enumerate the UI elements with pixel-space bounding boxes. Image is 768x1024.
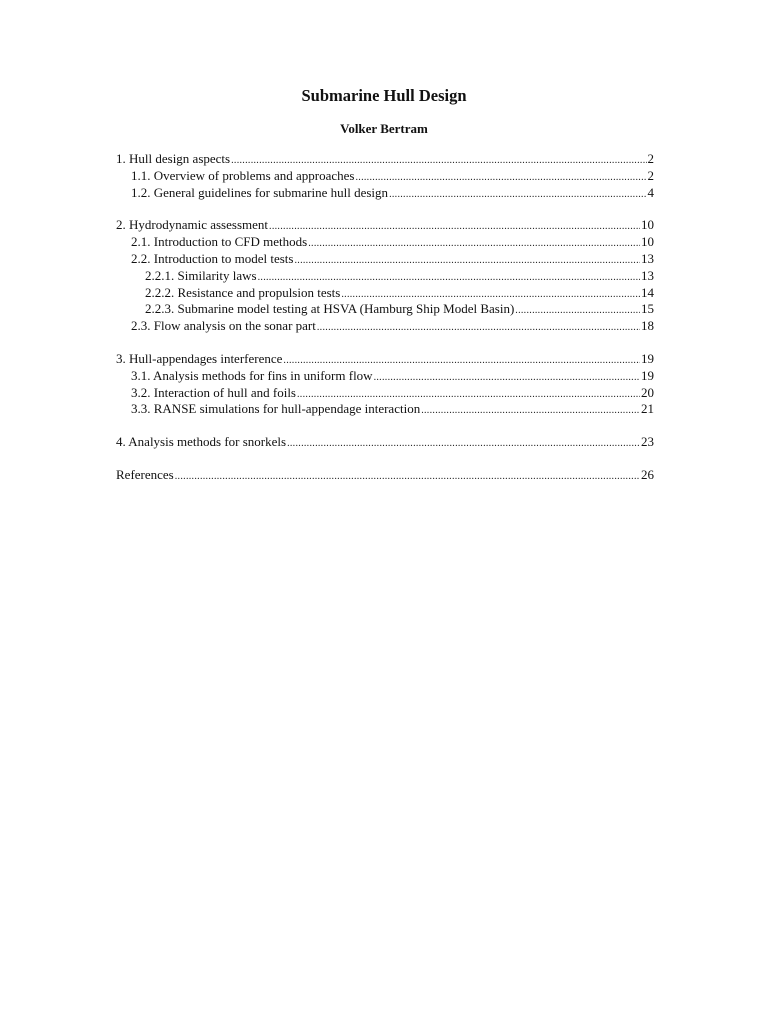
toc-entry[interactable]	[116, 368, 654, 385]
toc-entry-title: 3.3. RANSE simulations for hull-appendage interaction	[131, 401, 421, 417]
toc-entry[interactable]	[116, 151, 654, 168]
toc-entry[interactable]	[116, 268, 654, 285]
toc-entry-title: 2.3. Flow analysis on the sonar part	[131, 318, 316, 334]
toc-section	[116, 467, 654, 484]
toc-entry-title: 4. Analysis methods for snorkels	[116, 434, 287, 450]
toc-dot-leader	[421, 403, 640, 420]
toc-dot-leader	[308, 236, 640, 253]
toc-page-number: 13	[641, 250, 654, 266]
toc-page-number: 19	[641, 367, 654, 383]
toc-entry[interactable]	[116, 318, 654, 335]
toc-page-number: 26	[641, 466, 654, 482]
toc-entry-title: 2.2. Introduction to model tests	[131, 250, 294, 266]
toc-entry[interactable]	[116, 385, 654, 402]
toc-entry-title: 1.2. General guidelines for submarine hull design	[131, 184, 389, 200]
document-title: Submarine Hull Design	[301, 86, 467, 105]
toc-page-number: 10	[641, 217, 654, 233]
toc-dot-leader	[389, 187, 646, 204]
toc-dot-leader	[374, 370, 640, 387]
toc-entry[interactable]	[116, 168, 654, 185]
toc-entry[interactable]	[116, 434, 654, 451]
toc-dot-leader	[294, 253, 640, 270]
toc-page-number: 2	[647, 167, 654, 183]
toc-entry[interactable]	[116, 401, 654, 418]
toc-page-number: 20	[641, 384, 654, 400]
toc-page-number: 2	[647, 151, 654, 166]
toc-section	[116, 434, 654, 451]
toc-page-number: 23	[641, 434, 654, 450]
toc-section	[116, 217, 654, 335]
toc-dot-leader	[515, 303, 640, 320]
toc-entry-title: 2.2.1. Similarity laws	[145, 267, 257, 283]
toc-entry-title: 1. Hull design aspects	[116, 151, 231, 166]
toc-entry-title: 2.2.3. Submarine model testing at HSVA (Hamburg Ship Model Basin)	[145, 301, 515, 317]
toc-dot-leader	[175, 469, 640, 486]
toc-page-number: 13	[641, 267, 654, 283]
toc-entry-title: 3. Hull-appendages interference	[116, 350, 283, 366]
toc-page-number: 14	[641, 284, 654, 300]
toc-page-number: 21	[641, 401, 654, 417]
toc-dot-leader	[317, 320, 640, 337]
toc-entry[interactable]	[116, 185, 654, 202]
table-of-contents	[116, 151, 654, 500]
toc-page-number: 15	[641, 301, 654, 317]
toc-entry-title: 2.2.2. Resistance and propulsion tests	[145, 284, 341, 300]
toc-entry-title: 3.2. Interaction of hull and foils	[131, 384, 296, 400]
toc-entry[interactable]	[116, 467, 654, 484]
toc-entry-title: 2. Hydrodynamic assessment	[116, 217, 269, 233]
toc-page-number: 18	[641, 318, 654, 334]
toc-entry[interactable]	[116, 251, 654, 268]
document-author: Volker Bertram	[340, 121, 428, 136]
toc-dot-leader	[287, 436, 640, 453]
toc-section	[116, 151, 654, 201]
toc-page-number: 4	[647, 184, 654, 200]
toc-dot-leader	[269, 219, 640, 236]
toc-section	[116, 351, 654, 418]
toc-page-number: 10	[641, 234, 654, 250]
toc-entry-title: References	[116, 466, 174, 482]
toc-entry[interactable]	[116, 234, 654, 251]
toc-entry[interactable]	[116, 285, 654, 302]
toc-entry-title: 2.1. Introduction to CFD methods	[131, 234, 308, 250]
toc-entry[interactable]	[116, 217, 654, 234]
toc-dot-leader	[355, 170, 646, 187]
toc-entry-title: 3.1. Analysis methods for fins in uniform flow	[131, 367, 373, 383]
toc-entry[interactable]	[116, 351, 654, 368]
toc-entry[interactable]	[116, 301, 654, 318]
toc-entry-title: 1.1. Overview of problems and approaches	[131, 167, 355, 183]
toc-page-number: 19	[641, 350, 654, 366]
